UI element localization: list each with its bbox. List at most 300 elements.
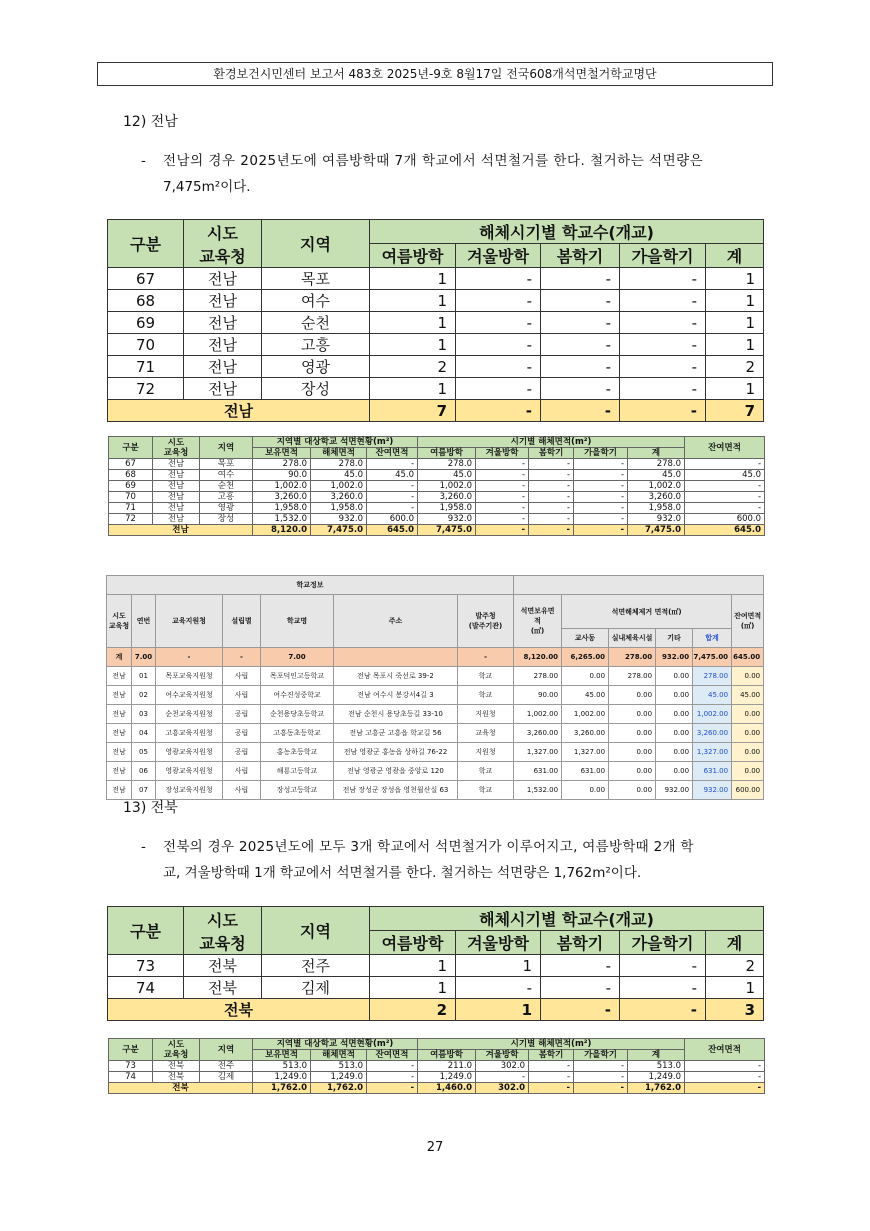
table-cell: 7.00 (261, 648, 334, 667)
table-cell: - (620, 977, 706, 999)
table-cell: 72 (109, 514, 153, 525)
table-cell: 1,958.0 (418, 503, 476, 514)
col-header: 봄학기 (541, 244, 620, 268)
col-header: 봄학기 (529, 448, 574, 459)
table-cell: 고흥 (200, 492, 253, 503)
col-header: 실내체육시설 (609, 629, 656, 648)
table-cell: 1 (706, 268, 764, 290)
table-cell: - (529, 492, 574, 503)
table-cell: 0.00 (609, 762, 656, 781)
total-row (108, 999, 764, 1021)
table-cell: 홍농초등학교 (261, 743, 334, 762)
col-header: 합계 (693, 629, 732, 648)
col-header: 계 (706, 931, 764, 955)
paragraph-jeonnam (141, 148, 763, 200)
table-row (108, 356, 764, 378)
table-cell: 고흥교육지원청 (156, 724, 223, 743)
table-cell: 3,260.0 (311, 492, 367, 503)
jeonbuk-area-table (108, 1038, 765, 1094)
col-header: 해체면적 (311, 448, 367, 459)
table-cell: 공립 (223, 743, 261, 762)
col-header: 지역 (200, 1039, 253, 1061)
table-cell: 고흥 (262, 334, 370, 356)
col-header: 지역 (262, 220, 370, 268)
table-cell: 지원청 (458, 705, 514, 724)
table-cell: - (529, 525, 574, 536)
table-cell: - (685, 1061, 765, 1072)
table-cell: - (223, 648, 261, 667)
table-row (108, 977, 764, 999)
table-cell: 순천교육지원청 (156, 705, 223, 724)
table-cell: 공립 (223, 724, 261, 743)
table-cell: 목포교육지원청 (156, 667, 223, 686)
col-header: 교사동 (562, 629, 609, 648)
table-cell: 932.0 (628, 514, 685, 525)
table-cell: 7,475.0 (628, 525, 685, 536)
table-cell: 1,002.0 (628, 481, 685, 492)
table-cell: 1,002.0 (253, 481, 311, 492)
table-cell: 1,002.0 (311, 481, 367, 492)
table-cell: 90.00 (514, 686, 562, 705)
col-header: 구분 (108, 907, 184, 955)
table-cell: 0.00 (656, 705, 693, 724)
col-header: 계 (706, 244, 764, 268)
col-header: 시도 교육청 (184, 220, 262, 268)
table-cell: 전남 장성군 장성읍 영천월산실 63 (334, 781, 458, 800)
table-cell: 2 (706, 955, 764, 977)
col-header: 겨울방학 (456, 244, 541, 268)
table-cell: - (367, 503, 418, 514)
table-cell: 513.0 (628, 1061, 685, 1072)
table-cell: 0.00 (656, 686, 693, 705)
table-cell: 302.0 (476, 1083, 529, 1094)
table-cell: - (456, 356, 541, 378)
table-cell: 3,260.0 (418, 492, 476, 503)
col-header (514, 576, 764, 595)
table-cell: - (367, 1072, 418, 1083)
table-cell: 3,260.0 (253, 492, 311, 503)
table-row (107, 686, 764, 705)
table-cell: 영광교육지원청 (156, 743, 223, 762)
col-header: 해체시기별 학교수(개교) (370, 220, 764, 244)
table-cell: - (529, 503, 574, 514)
table-cell: 순천 (200, 481, 253, 492)
table-cell: 7,475.00 (693, 648, 732, 667)
table-cell: 0.00 (609, 705, 656, 724)
table-cell: 전남 여수시 봉강서4길 3 (334, 686, 458, 705)
table-cell: 70 (108, 334, 184, 356)
table-cell: 3,260.00 (693, 724, 732, 743)
table-cell: 목포 (200, 459, 253, 470)
table-row (108, 378, 764, 400)
col-header: 시기별 해체면적(m²) (418, 437, 685, 448)
table-cell: 전남 고흥군 고흥읍 학교길 56 (334, 724, 458, 743)
table-cell: 513.0 (311, 1061, 367, 1072)
table-row (109, 1061, 765, 1072)
table-cell: 전남 (153, 514, 200, 525)
table-cell: 1,002.0 (418, 481, 476, 492)
table-cell: 3,260.00 (514, 724, 562, 743)
col-header: 해체시기별 학교수(개교) (370, 907, 764, 931)
table-cell: - (620, 999, 706, 1021)
table-cell: 고흥동초등학교 (261, 724, 334, 743)
table-cell: 0.00 (562, 667, 609, 686)
table-cell: 1,460.0 (418, 1083, 476, 1094)
table-cell: - (574, 1083, 628, 1094)
table-cell: 계 (107, 648, 132, 667)
table-cell: 학교 (458, 686, 514, 705)
table-cell: 전남 영광군 홍농읍 상하길 76-22 (334, 743, 458, 762)
table-cell: - (541, 400, 620, 422)
col-header: 보유면적 (253, 448, 311, 459)
table-cell: - (620, 312, 706, 334)
table-cell: 전남 (107, 724, 132, 743)
table-cell: 278.00 (693, 667, 732, 686)
table-cell: 600.00 (732, 781, 764, 800)
table-cell: 1,958.0 (253, 503, 311, 514)
table-cell: - (574, 470, 628, 481)
table-cell: 학교 (458, 667, 514, 686)
table-cell: 7 (370, 400, 456, 422)
table-cell: 전남 (184, 268, 262, 290)
table-cell: 해룡고등학교 (261, 762, 334, 781)
bullet-dash: - (141, 153, 146, 169)
table-cell: 45.0 (367, 470, 418, 481)
table-cell: 67 (108, 268, 184, 290)
table-cell: - (541, 356, 620, 378)
table-cell: 90.0 (253, 470, 311, 481)
table-cell: 45.0 (628, 470, 685, 481)
table-cell: - (529, 459, 574, 470)
table-cell: 631.00 (562, 762, 609, 781)
table-cell: 45.00 (732, 686, 764, 705)
table-cell: 여수 (262, 290, 370, 312)
table-cell: - (574, 481, 628, 492)
table-cell: 1,532.00 (514, 781, 562, 800)
paragraph-line: 교, 겨울방학때 1개 학교에서 석면철거를 한다. 철거하는 석면량은 1,762m²이다. (163, 865, 642, 881)
table-cell: - (685, 503, 765, 514)
col-header: 여름방학 (370, 931, 456, 955)
table-cell: - (541, 977, 620, 999)
col-header: 잔여면적 (685, 1039, 765, 1061)
jeonnam-area-table (108, 436, 765, 536)
table-cell: - (476, 481, 529, 492)
table-cell: 0.00 (732, 762, 764, 781)
jeonnam-school-count-table (107, 219, 764, 422)
table-cell: - (541, 290, 620, 312)
table-cell: - (456, 378, 541, 400)
table-cell: - (367, 1083, 418, 1094)
table-cell: 8,120.0 (253, 525, 311, 536)
table-cell: 278.0 (311, 459, 367, 470)
table-cell: 1,249.0 (253, 1072, 311, 1083)
table-cell: - (574, 459, 628, 470)
table-cell: 사립 (223, 686, 261, 705)
col-header: 잔여면적 (367, 1050, 418, 1061)
col-header: 지역 (262, 907, 370, 955)
table-cell: - (476, 514, 529, 525)
table-cell: 전남 (107, 667, 132, 686)
table-cell: 1 (370, 378, 456, 400)
table-cell: 1 (706, 977, 764, 999)
table-cell: 7,475.0 (311, 525, 367, 536)
col-header: 잔여면적 (㎡) (732, 595, 764, 648)
col-header: 여름방학 (370, 244, 456, 268)
table-cell: - (456, 977, 541, 999)
col-header: 시도 교육청 (107, 595, 132, 648)
col-header: 연번 (132, 595, 156, 648)
table-cell: - (476, 492, 529, 503)
table-cell: - (367, 481, 418, 492)
table-cell: 1,762.0 (253, 1083, 311, 1094)
table-cell: 932.00 (693, 781, 732, 800)
table-cell: 전남 (184, 378, 262, 400)
table-cell: - (529, 481, 574, 492)
table-cell: - (529, 1083, 574, 1094)
table-cell: - (541, 334, 620, 356)
table-cell: 1,249.0 (311, 1072, 367, 1083)
col-header: 지역별 대상학교 석면현황(m²) (253, 437, 418, 448)
table-cell: - (620, 955, 706, 977)
table-cell: - (541, 955, 620, 977)
table-cell: 전북 (108, 999, 370, 1021)
table-cell: - (620, 400, 706, 422)
table-cell: 73 (108, 955, 184, 977)
table-cell: 1,327.00 (693, 743, 732, 762)
table-cell: - (456, 400, 541, 422)
table-cell: - (574, 514, 628, 525)
col-header: 주소 (334, 595, 458, 648)
total-row (109, 525, 765, 536)
table-cell: 1,958.0 (311, 503, 367, 514)
page-number: 27 (426, 1140, 444, 1155)
table-cell: 1 (370, 268, 456, 290)
table-cell: 69 (108, 312, 184, 334)
col-header: 계 (628, 448, 685, 459)
table-cell: 1 (706, 290, 764, 312)
table-cell: 06 (132, 762, 156, 781)
table-cell: 0.00 (562, 781, 609, 800)
table-cell: 631.00 (693, 762, 732, 781)
col-header: 봄학기 (541, 931, 620, 955)
table-cell: - (476, 503, 529, 514)
table-cell: 전북 (184, 955, 262, 977)
table-cell: 1,958.0 (628, 503, 685, 514)
table-cell: 278.00 (514, 667, 562, 686)
table-cell: 0.00 (609, 686, 656, 705)
table-cell: 학교 (458, 762, 514, 781)
table-cell: - (456, 334, 541, 356)
table-cell: 0.00 (732, 705, 764, 724)
table-cell: 학교 (458, 781, 514, 800)
table-cell: - (620, 334, 706, 356)
col-header: 겨울방학 (456, 931, 541, 955)
table-row (109, 514, 765, 525)
table-row (108, 268, 764, 290)
table-cell: 70 (109, 492, 153, 503)
col-header: 설립별 (223, 595, 261, 648)
col-header: 시도 교육청 (153, 437, 200, 459)
table-cell: 0.00 (656, 667, 693, 686)
col-header: 발주청 (발주기관) (458, 595, 514, 648)
table-cell: 1 (456, 999, 541, 1021)
col-header: 가을학기 (620, 931, 706, 955)
table-cell: 공립 (223, 705, 261, 724)
table-cell: 74 (109, 1072, 153, 1083)
table-cell: - (529, 514, 574, 525)
table-cell: 목포 (262, 268, 370, 290)
table-cell: 전남 (153, 503, 200, 514)
col-header: 가을학기 (574, 448, 628, 459)
table-cell: - (574, 503, 628, 514)
table-cell: 04 (132, 724, 156, 743)
table-cell: - (620, 356, 706, 378)
table-cell: 67 (109, 459, 153, 470)
table-cell: 1 (706, 312, 764, 334)
table-cell: 전북 (153, 1061, 200, 1072)
table-cell: 932.00 (656, 781, 693, 800)
table-cell: 278.0 (253, 459, 311, 470)
table-cell: 1,762.0 (628, 1083, 685, 1094)
col-header: 구분 (108, 220, 184, 268)
table-cell: 전남 (107, 705, 132, 724)
table-cell: 1 (370, 955, 456, 977)
table-cell: 68 (109, 470, 153, 481)
table-cell: 여수진성중학교 (261, 686, 334, 705)
table-cell (334, 648, 458, 667)
table-row (108, 955, 764, 977)
table-cell: 1 (370, 290, 456, 312)
col-header: 가을학기 (620, 244, 706, 268)
col-header: 지역 (200, 437, 253, 459)
col-header: 잔여면적 (685, 437, 765, 459)
table-cell: 전남 (184, 290, 262, 312)
col-header: 시도 교육청 (184, 907, 262, 955)
table-cell: 600.0 (367, 514, 418, 525)
table-cell: 71 (109, 503, 153, 514)
col-header: 구분 (109, 437, 153, 459)
jeonbuk-school-count-table (107, 906, 764, 1021)
table-cell: 전남 (184, 356, 262, 378)
table-row (107, 667, 764, 686)
col-header: 계 (628, 1050, 685, 1061)
col-header: 보유면적 (253, 1050, 311, 1061)
table-row (109, 1072, 765, 1083)
table-cell: 73 (109, 1061, 153, 1072)
table-cell: 전남 (184, 312, 262, 334)
table-cell: - (620, 290, 706, 312)
table-cell: 1 (456, 955, 541, 977)
table-cell: 지원청 (458, 743, 514, 762)
table-cell: 631.00 (514, 762, 562, 781)
table-cell: 1,762.0 (311, 1083, 367, 1094)
table-cell: 645.00 (732, 648, 764, 667)
col-header: 지역별 대상학교 석면현황(m²) (253, 1039, 418, 1050)
table-cell: 01 (132, 667, 156, 686)
table-row (107, 781, 764, 800)
col-header: 기타 (656, 629, 693, 648)
paragraph-line: 전북의 경우 2025년도에 모두 3개 학교에서 석면철거가 이루어지고, 여름방학때 2개 학 (163, 839, 694, 855)
table-cell: 69 (109, 481, 153, 492)
col-header: 시도 교육청 (153, 1039, 200, 1061)
table-cell: 7.00 (132, 648, 156, 667)
table-row (107, 762, 764, 781)
table-cell: - (685, 459, 765, 470)
table-row (107, 724, 764, 743)
table-cell: 932.0 (311, 514, 367, 525)
table-row (108, 290, 764, 312)
table-cell: 전남 영광군 영광읍 중앙로 120 (334, 762, 458, 781)
table-row (107, 705, 764, 724)
table-cell: 932.00 (656, 648, 693, 667)
col-header: 교육지원청 (156, 595, 223, 648)
section-title-jeonnam: 12) 전남 (123, 114, 178, 130)
table-cell: 0.00 (609, 781, 656, 800)
table-cell: 932.0 (418, 514, 476, 525)
table-cell: - (620, 378, 706, 400)
col-header: 석면보유면 적 (㎡) (514, 595, 562, 648)
table-cell: - (458, 648, 514, 667)
table-cell: - (476, 459, 529, 470)
table-cell: 645.0 (685, 525, 765, 536)
table-cell: 여수교육지원청 (156, 686, 223, 705)
table-row (108, 334, 764, 356)
table-cell: 전남 (109, 525, 253, 536)
table-cell: 6,265.00 (562, 648, 609, 667)
table-cell: 전남 (153, 492, 200, 503)
table-cell: - (456, 312, 541, 334)
table-cell: 장성교육지원청 (156, 781, 223, 800)
table-cell: 장성 (262, 378, 370, 400)
table-cell: - (367, 492, 418, 503)
table-cell: 영광 (200, 503, 253, 514)
table-cell: 74 (108, 977, 184, 999)
table-row (109, 481, 765, 492)
table-cell: - (476, 525, 529, 536)
table-cell: 전남 (153, 470, 200, 481)
col-header: 잔여면적 (367, 448, 418, 459)
table-cell: 0.00 (732, 667, 764, 686)
table-cell: 1,327.00 (514, 743, 562, 762)
table-cell: - (529, 1061, 574, 1072)
table-cell: - (541, 312, 620, 334)
table-cell: 1,002.00 (693, 705, 732, 724)
table-cell: 1,327.00 (562, 743, 609, 762)
table-cell: 0.00 (656, 724, 693, 743)
table-cell: 278.0 (628, 459, 685, 470)
table-cell: 600.0 (685, 514, 765, 525)
col-header: 시기별 해체면적(m²) (418, 1039, 685, 1050)
table-cell: 45.0 (685, 470, 765, 481)
table-cell: 전남 (184, 334, 262, 356)
table-cell: 1 (370, 977, 456, 999)
table-cell: 전주 (200, 1061, 253, 1072)
col-header: 석면해체제거 면적(㎡) (562, 595, 732, 629)
total-row (109, 1083, 765, 1094)
table-cell: 0.00 (609, 724, 656, 743)
table-cell: 전남 (108, 400, 370, 422)
table-cell: - (541, 268, 620, 290)
table-cell: - (367, 1061, 418, 1072)
table-cell: 0.00 (732, 743, 764, 762)
table-cell: 72 (108, 378, 184, 400)
table-cell: - (574, 1072, 628, 1083)
col-header: 구분 (109, 1039, 153, 1061)
report-header: 환경보건시민센터 보고서 483호 2025년-9호 8월17일 전국608개석면철거학교명단 (97, 62, 773, 86)
table-cell: 0.00 (609, 743, 656, 762)
col-header: 겨울방학 (476, 1050, 529, 1061)
table-cell: 03 (132, 705, 156, 724)
